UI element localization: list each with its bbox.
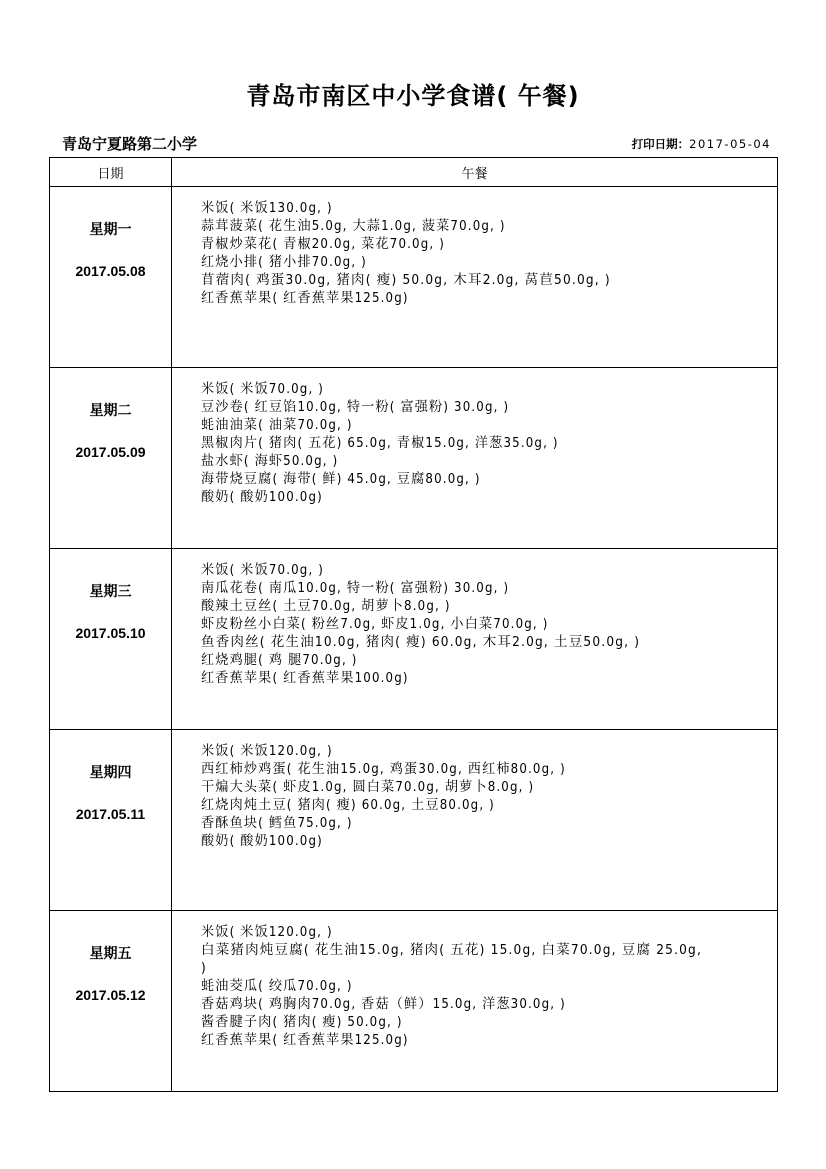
- date-cell: [50, 368, 172, 549]
- weekday-label: 星期四: [89, 765, 132, 781]
- menu-item: 干煸大头菜( 虾皮1.0g, 圆白菜70.0g, 胡萝卜8.0g, ): [201, 779, 535, 795]
- date-label: 2017.05.08: [75, 263, 146, 279]
- table-row: [50, 911, 778, 1092]
- menu-item: 香酥鱼块( 鳕鱼75.0g, ): [201, 815, 353, 831]
- weekday-label: 星期三: [89, 584, 132, 600]
- table-row: [50, 187, 778, 368]
- date-label: 2017.05.12: [75, 987, 146, 1003]
- menu-item: 米饭( 米饭120.0g, ): [201, 743, 333, 759]
- menu-item: 红烧肉炖土豆( 猪肉( 瘦) 60.0g, 土豆80.0g, ): [201, 797, 495, 813]
- menu-item: 红烧鸡腿( 鸡 腿70.0g, ): [201, 652, 358, 668]
- print-date-value: 2017-05-04: [689, 137, 771, 151]
- menu-item: 酸奶( 酸奶100.0g): [201, 833, 323, 849]
- date-cell: [50, 187, 172, 368]
- menu-item: 蚝油油菜( 油菜70.0g, ): [201, 417, 353, 433]
- menu-item: 香菇鸡块( 鸡胸肉70.0g, 香菇（鲜）15.0g, 洋葱30.0g, ): [201, 996, 566, 1012]
- menu-item: 苜蓿肉( 鸡蛋30.0g, 猪肉( 瘦) 50.0g, 木耳2.0g, 莴苣50.0g, ): [201, 272, 611, 288]
- menu-item: 红香蕉苹果( 红香蕉苹果125.0g): [201, 1032, 409, 1048]
- table-row: [50, 549, 778, 730]
- date-cell: [50, 549, 172, 730]
- table-header-row: [50, 158, 778, 187]
- menu-item: 盐水虾( 海虾50.0g, ): [201, 453, 339, 469]
- menu-cell: [172, 187, 778, 368]
- weekday-label: 星期二: [89, 403, 132, 419]
- table-row: [50, 368, 778, 549]
- menu-item: 鱼香肉丝( 花生油10.0g, 猪肉( 瘦) 60.0g, 木耳2.0g, 土豆50.0g, ): [201, 634, 641, 650]
- menu-item: 海带烧豆腐( 海带( 鲜) 45.0g, 豆腐80.0g, ): [201, 471, 481, 487]
- menu-item: 蒜茸菠菜( 花生油5.0g, 大蒜1.0g, 菠菜70.0g, ): [201, 218, 506, 234]
- menu-item: 米饭( 米饭70.0g, ): [201, 562, 325, 578]
- menu-item: 酸奶( 酸奶100.0g): [201, 489, 323, 505]
- header-lunch: 午餐: [172, 158, 778, 187]
- menu-cell: [172, 368, 778, 549]
- table-row: [50, 730, 778, 911]
- menu-item: 黑椒肉片( 猪肉( 五花) 65.0g, 青椒15.0g, 洋葱35.0g, ): [201, 435, 559, 451]
- menu-item: 西红柿炒鸡蛋( 花生油15.0g, 鸡蛋30.0g, 西红柿80.0g, ): [201, 761, 566, 777]
- date-cell: [50, 911, 172, 1092]
- menu-item: 南瓜花卷( 南瓜10.0g, 特一粉( 富强粉) 30.0g, ): [201, 580, 510, 596]
- menu-item: 红香蕉苹果( 红香蕉苹果100.0g): [201, 670, 409, 686]
- date-label: 2017.05.10: [75, 625, 146, 641]
- menu-table: [49, 157, 778, 1092]
- date-label: 2017.05.09: [75, 444, 146, 460]
- header-date: 日期: [50, 158, 172, 187]
- weekday-label: 星期一: [89, 222, 132, 238]
- date-label: 2017.05.11: [75, 806, 146, 822]
- menu-item: 白菜猪肉炖豆腐( 花生油15.0g, 猪肉( 五花) 15.0g, 白菜70.0g, 豆腐 25.0g, ): [201, 942, 703, 976]
- menu-item: 蚝油茭瓜( 绞瓜70.0g, ): [201, 978, 353, 994]
- menu-item: 酱香腱子肉( 猪肉( 瘦) 50.0g, ): [201, 1014, 403, 1030]
- print-date-label: 打印日期：: [631, 137, 690, 151]
- menu-item: 米饭( 米饭70.0g, ): [201, 381, 325, 397]
- menu-item: 红烧小排( 猪小排70.0g, ): [201, 254, 367, 270]
- menu-item: 虾皮粉丝小白菜( 粉丝7.0g, 虾皮1.0g, 小白菜70.0g, ): [201, 616, 549, 632]
- menu-item: 酸辣土豆丝( 土豆70.0g, 胡萝卜8.0g, ): [201, 598, 451, 614]
- menu-cell: [172, 549, 778, 730]
- menu-item: 青椒炒菜花( 青椒20.0g, 菜花70.0g, ): [201, 236, 445, 252]
- menu-item: 米饭( 米饭130.0g, ): [201, 200, 333, 216]
- menu-item: 米饭( 米饭120.0g, ): [201, 924, 333, 940]
- school-name: 青岛宁夏路第二小学: [62, 135, 198, 153]
- menu-cell: [172, 911, 778, 1092]
- print-date: [632, 136, 771, 152]
- menu-item: 红香蕉苹果( 红香蕉苹果125.0g): [201, 290, 409, 306]
- weekday-label: 星期五: [89, 946, 132, 962]
- menu-cell: [172, 730, 778, 911]
- menu-item: 豆沙卷( 红豆馅10.0g, 特一粉( 富强粉) 30.0g, ): [201, 399, 510, 415]
- page-title: 青岛市南区中小学食谱( 午餐): [246, 82, 580, 110]
- date-cell: [50, 730, 172, 911]
